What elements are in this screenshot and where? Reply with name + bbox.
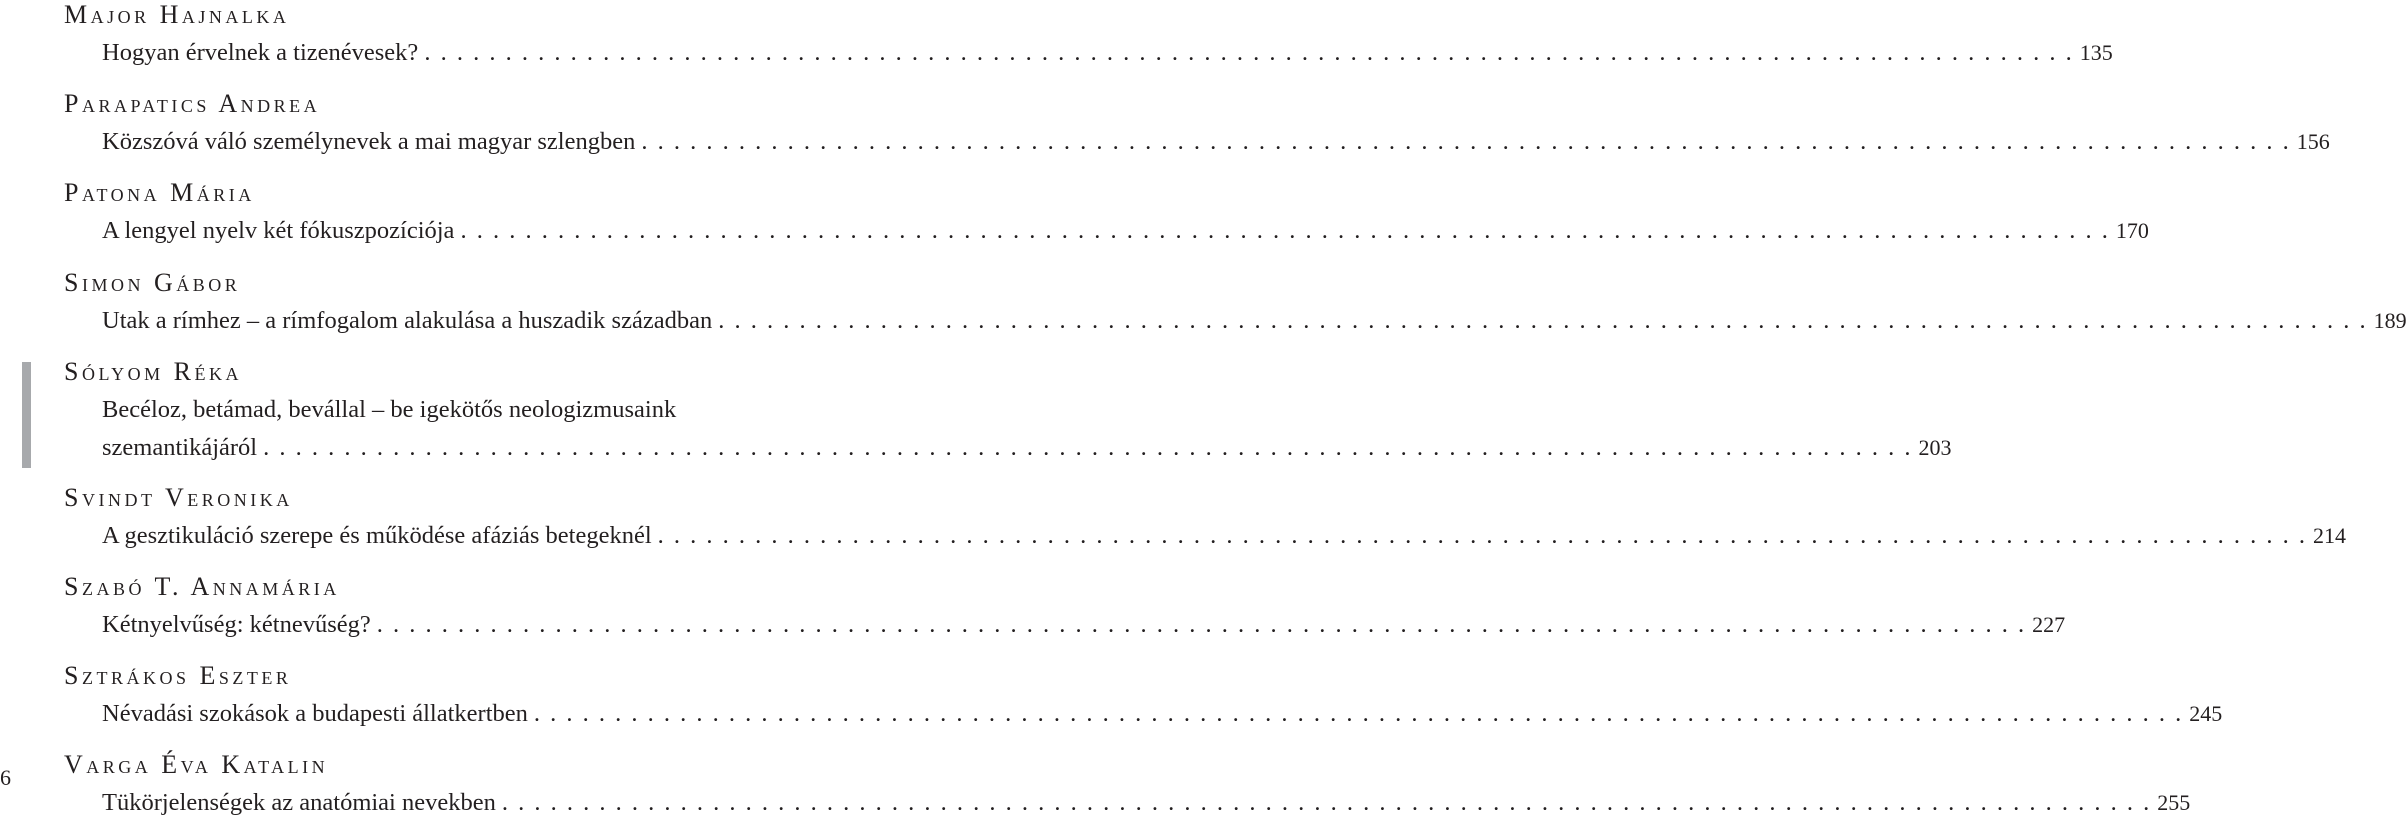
entry-author: Parapatics Andrea — [64, 89, 321, 118]
dot-leader: . . . . . . . . . . . . . . . . . . . . . . . . . . . . . . . . . . . . . . . . . . . . . . . . . . . . . . . . . . . . . . . . . . . . . . . . . . . . . . . . . . . . . . . . . . . . . . . . . . . . . . — [641, 128, 2291, 155]
entry-page-ref: 156 — [2296, 129, 2330, 154]
page-marker — [0, 362, 40, 790]
entry-title-line[interactable] — [102, 306, 2407, 336]
entry-page-ref: 135 — [2079, 40, 2113, 65]
entry-page-ref: 227 — [2032, 612, 2066, 637]
entry-author: Szabó T. Annamária — [64, 572, 340, 601]
page-marker-bar — [22, 362, 31, 468]
entry-title: Névadási szokások a budapesti állatkertben — [102, 700, 528, 727]
entry-title-line[interactable] — [102, 788, 2191, 818]
dot-leader: . . . . . . . . . . . . . . . . . . . . . . . . . . . . . . . . . . . . . . . . . . . . . . . . . . . . . . . . . . . . . . . . . . . . . . . . . . . . . . . . . . . . . . . . . . . . . . . . . . . . . . — [657, 522, 2308, 549]
dot-leader: . . . . . . . . . . . . . . . . . . . . . . . . . . . . . . . . . . . . . . . . . . . . . . . . . . . . . . . . . . . . . . . . . . . . . . . . . . . . . . . . . . . . . . . . . . . . . . . . . . . . . . — [424, 39, 2074, 66]
entry-title-line[interactable] — [102, 699, 2223, 729]
entry-title: A gesztikuláció szerepe és működése afáziás betegeknél — [102, 522, 652, 549]
entry-author: Sztrákos Eszter — [64, 661, 292, 690]
dot-leader: . . . . . . . . . . . . . . . . . . . . . . . . . . . . . . . . . . . . . . . . . . . . . . . . . . . . . . . . . . . . . . . . . . . . . . . . . . . . . . . . . . . . . . . . . . . . . . . . . . . . . . — [376, 611, 2027, 638]
entry-title-line[interactable] — [102, 395, 956, 425]
page-number: 6 — [0, 765, 11, 790]
entry-title-line[interactable] — [102, 610, 2066, 640]
entry-author: Patona Mária — [64, 178, 255, 207]
dot-leader: . . . . . . . . . . . . . . . . . . . . . . . . . . . . . . . . . . . . . . . . . . . . . . . . . . . . . . . . . . . . . . . . . . . . . . . . . . . . . . . . . . . . . . . . . . . . . . . . . . . . . . — [533, 700, 2184, 727]
entry-page-ref: 245 — [2189, 701, 2223, 726]
entry-title: Hogyan érvelnek a tizenévesek? — [102, 39, 419, 66]
entry-title-line[interactable] — [102, 216, 2149, 246]
entry-title: Becéloz, betámad, bevállal – be igekötős neologizmusaink — [102, 396, 677, 423]
entry-page-ref: 189 — [2373, 308, 2407, 333]
entry-title-line[interactable] — [102, 127, 2330, 157]
entry-title-continuation: szemantikájáról — [102, 434, 258, 461]
entry-title: Kétnyelvűség: kétnevűség? — [102, 611, 371, 638]
entry-title-line[interactable] — [102, 521, 2347, 551]
entry-author: Major Hajnalka — [64, 0, 290, 29]
entry-title: Utak a rímhez – a rímfogalom alakulása a huszadik században — [102, 307, 713, 334]
entry-author: Svindt Veronika — [64, 483, 293, 512]
entry-title: Közszóvá váló személynevek a mai magyar szlengben — [102, 128, 636, 155]
dot-leader: . . . . . . . . . . . . . . . . . . . . . . . . . . . . . . . . . . . . . . . . . . . . . . . . . . . . . . . . . . . . . . . . . . . . . . . . . . . . . . . . . . . . . . . . . . . . . . . . . . . . . . — [718, 307, 2368, 334]
entry-author: Sólyom Réka — [64, 357, 242, 386]
entry-page-ref: 203 — [1918, 435, 1952, 460]
entry-author: Varga Éva Katalin — [64, 750, 329, 779]
entry-title: A lengyel nyelv két fókuszpozíciója — [102, 217, 455, 244]
dot-leader: . . . . . . . . . . . . . . . . . . . . . . . . . . . . . . . . . . . . . . . . . . . . . . . . . . . . . . . . . . . . . . . . . . . . . . . . . . . . . . . . . . . . . . . . . . . . . . . . . . . . . . — [501, 789, 2152, 816]
dot-leader: . . . . . . . . . . . . . . . . . . . . . . . . . . . . . . . . . . . . . . . . . . . . . . . . . . . . . . . . . . . . . . . . . . . . . . . . . . . . . . . . . . . . . . . . . . . . . . . . . . . . . . — [263, 434, 1913, 461]
entry-page-ref: 214 — [2313, 523, 2347, 548]
entry-page-ref: 255 — [2157, 790, 2191, 815]
entry-page-ref: 170 — [2115, 218, 2149, 243]
entry-title-line[interactable] — [102, 433, 1952, 463]
entry-title: Tükörjelenségek az anatómiai nevekben — [102, 789, 496, 816]
dot-leader: . . . . . . . . . . . . . . . . . . . . . . . . . . . . . . . . . . . . . . . . . . . . . . . . . . . . . . . . . . . . . . . . . . . . . . . . . . . . . . . . . . . . . . . . . . . . . . . . . . . . . . — [460, 217, 2110, 244]
entry-title-line[interactable] — [102, 38, 2113, 68]
entry-author: Simon Gábor — [64, 268, 241, 297]
